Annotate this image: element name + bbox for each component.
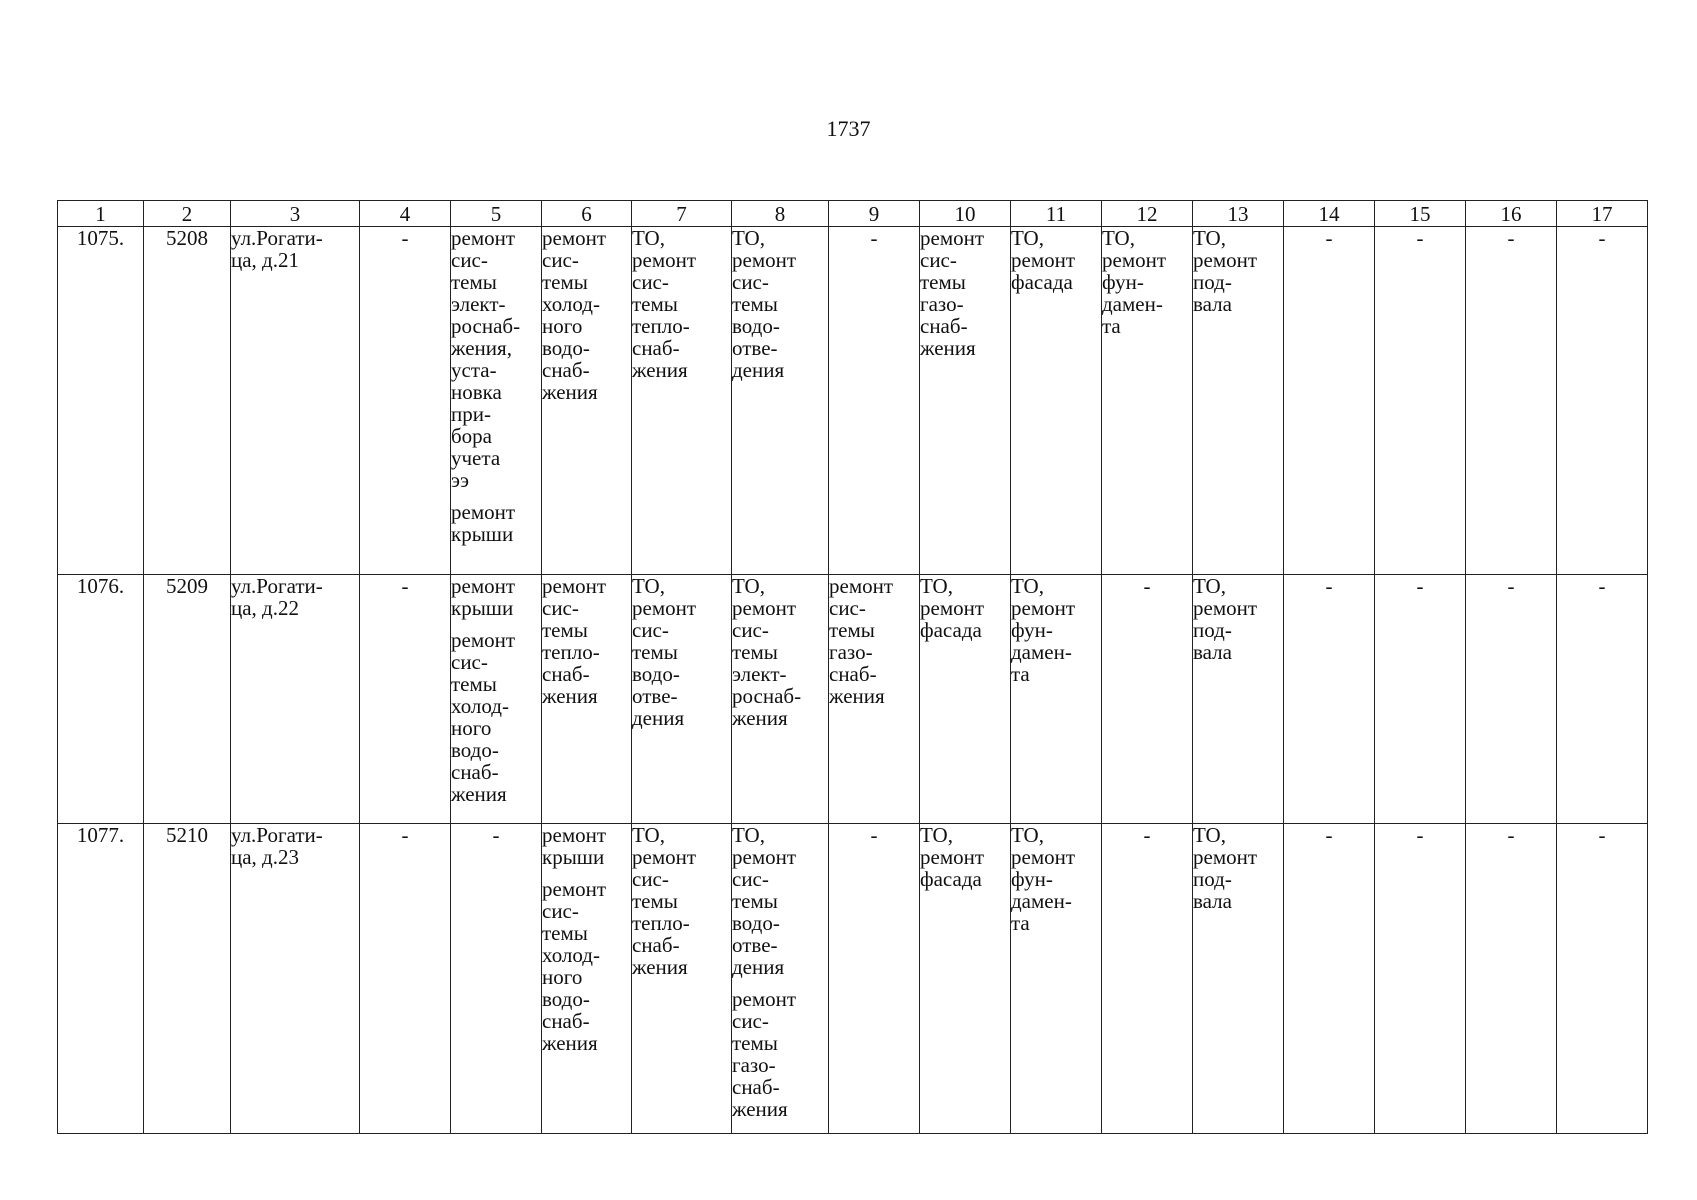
- cell-paragraph: ТО, ремонт сис- темы тепло- снаб- жения: [632, 823, 697, 979]
- header-row: [58, 201, 1648, 227]
- header-cell-12: 12: [1102, 201, 1193, 227]
- table-cell-col-6: [542, 227, 632, 575]
- cell-paragraph: ремонт крыши: [542, 823, 607, 869]
- table-cell-col-7: [632, 824, 732, 1134]
- header-cell-10: 10: [920, 201, 1011, 227]
- table-cell-col-17: -: [1557, 575, 1648, 824]
- table-cell-col-4: -: [360, 227, 451, 575]
- cell-paragraph: ремонт крыши: [451, 500, 516, 546]
- table-cell-col-15: -: [1375, 824, 1466, 1134]
- table-cell-col-3: [231, 575, 360, 824]
- table-cell-col-14: -: [1284, 575, 1375, 824]
- table-cell-col-2: 5210: [144, 824, 231, 1134]
- table-cell-col-10: [920, 575, 1011, 824]
- table-cell-col-13: [1193, 575, 1284, 824]
- table-cell-col-4: -: [360, 575, 451, 824]
- table-cell-col-11: [1011, 227, 1102, 575]
- table-cell-col-13: [1193, 824, 1284, 1134]
- table-cell-col-8: [732, 575, 829, 824]
- table-cell-col-2: 5209: [144, 575, 231, 824]
- table-cell-col-10: [920, 824, 1011, 1134]
- cell-paragraph: ремонт сис- темы газо- снаб- жения: [732, 987, 797, 1121]
- cell-paragraph: ТО, ремонт под- вала: [1193, 226, 1258, 316]
- table-row: [58, 575, 1648, 824]
- table-cell-col-11: [1011, 575, 1102, 824]
- table-cell-col-12: [1102, 227, 1193, 575]
- table-cell-col-7: [632, 227, 732, 575]
- header-cell-2: 2: [144, 201, 231, 227]
- repair-schedule-table: [57, 200, 1648, 1134]
- cell-paragraph: ТО, ремонт фасада: [920, 823, 985, 891]
- table-cell-col-16: -: [1466, 575, 1557, 824]
- table-cell-col-15: -: [1375, 575, 1466, 824]
- cell-paragraph: ТО, ремонт под- вала: [1193, 823, 1258, 913]
- cell-paragraph: ремонт сис- темы элект- роснаб- жения, уста- новка при- бора учета ээ: [451, 226, 521, 492]
- header-cell-9: 9: [829, 201, 920, 227]
- cell-paragraph: ТО, ремонт сис- темы водо- отве- дения: [732, 823, 797, 979]
- table-cell-col-1: 1076.: [58, 575, 144, 824]
- header-cell-7: 7: [632, 201, 732, 227]
- table-cell-col-11: [1011, 824, 1102, 1134]
- header-cell-5: 5: [451, 201, 542, 227]
- cell-paragraph: ул.Рогати- ца, д.21: [231, 226, 323, 272]
- table-cell-col-3: [231, 227, 360, 575]
- table-cell-col-7: [632, 575, 732, 824]
- cell-paragraph: ТО, ремонт сис- темы элект- роснаб- жения: [732, 574, 802, 730]
- cell-paragraph: ТО, ремонт фасада: [1011, 226, 1076, 294]
- table-cell-col-8: [732, 227, 829, 575]
- table-cell-col-9: -: [829, 824, 920, 1134]
- table-cell-col-9: -: [829, 227, 920, 575]
- table-cell-col-17: -: [1557, 824, 1648, 1134]
- table-cell-col-5: [451, 575, 542, 824]
- cell-paragraph: ремонт сис- темы газо- снаб- жения: [829, 574, 894, 708]
- cell-paragraph: ТО, ремонт фун- дамен- та: [1011, 823, 1076, 935]
- cell-paragraph: ТО, ремонт фун- дамен- та: [1011, 574, 1076, 686]
- cell-paragraph: ремонт крыши: [451, 574, 516, 620]
- table-cell-col-10: [920, 227, 1011, 575]
- header-cell-1: 1: [58, 201, 144, 227]
- table-cell-col-5: [451, 227, 542, 575]
- header-cell-11: 11: [1011, 201, 1102, 227]
- header-cell-13: 13: [1193, 201, 1284, 227]
- header-cell-15: 15: [1375, 201, 1466, 227]
- table-cell-col-6: [542, 824, 632, 1134]
- table-cell-col-13: [1193, 227, 1284, 575]
- table-cell-col-8: [732, 824, 829, 1134]
- table-cell-col-14: -: [1284, 824, 1375, 1134]
- header-cell-3: 3: [231, 201, 360, 227]
- table-cell-col-6: [542, 575, 632, 824]
- cell-paragraph: ТО, ремонт фасада: [920, 574, 985, 642]
- table-cell-col-14: -: [1284, 227, 1375, 575]
- table-cell-col-16: -: [1466, 227, 1557, 575]
- cell-paragraph: ТО, ремонт сис- темы водо- отве- дения: [632, 574, 697, 730]
- cell-paragraph: ремонт сис- темы холод- ного водо- снаб- жения: [542, 877, 607, 1055]
- table-cell-col-1: 1077.: [58, 824, 144, 1134]
- header-cell-14: 14: [1284, 201, 1375, 227]
- cell-paragraph: ТО, ремонт сис- темы водо- отве- дения: [732, 226, 797, 382]
- table-header: [58, 201, 1648, 227]
- table-cell-col-4: -: [360, 824, 451, 1134]
- table-cell-col-9: [829, 575, 920, 824]
- table-cell-col-15: -: [1375, 227, 1466, 575]
- header-cell-8: 8: [732, 201, 829, 227]
- cell-paragraph: ремонт сис- темы газо- снаб- жения: [920, 226, 985, 360]
- header-cell-4: 4: [360, 201, 451, 227]
- page-number: 1737: [826, 116, 871, 141]
- cell-paragraph: ремонт сис- темы холод- ного водо- снаб- жения: [542, 226, 607, 404]
- cell-paragraph: ТО, ремонт под- вала: [1193, 574, 1258, 664]
- table-row: [58, 227, 1648, 575]
- cell-paragraph: ул.Рогати- ца, д.23: [231, 823, 323, 869]
- table-cell-col-16: -: [1466, 824, 1557, 1134]
- cell-paragraph: ул.Рогати- ца, д.22: [231, 574, 323, 620]
- table-cell-col-5: -: [451, 824, 542, 1134]
- cell-paragraph: ремонт сис- темы тепло- снаб- жения: [542, 574, 607, 708]
- table-cell-col-12: -: [1102, 575, 1193, 824]
- cell-paragraph: ТО, ремонт фун- дамен- та: [1102, 226, 1167, 338]
- table-cell-col-12: -: [1102, 824, 1193, 1134]
- header-cell-6: 6: [542, 201, 632, 227]
- table-cell-col-17: -: [1557, 227, 1648, 575]
- table-row: [58, 824, 1648, 1134]
- table-cell-col-2: 5208: [144, 227, 231, 575]
- header-cell-17: 17: [1557, 201, 1648, 227]
- table-body: [58, 227, 1648, 1134]
- table-cell-col-3: [231, 824, 360, 1134]
- cell-paragraph: ремонт сис- темы холод- ного водо- снаб- жения: [451, 628, 516, 806]
- table-cell-col-1: 1075.: [58, 227, 144, 575]
- cell-paragraph: ТО, ремонт сис- темы тепло- снаб- жения: [632, 226, 697, 382]
- header-cell-16: 16: [1466, 201, 1557, 227]
